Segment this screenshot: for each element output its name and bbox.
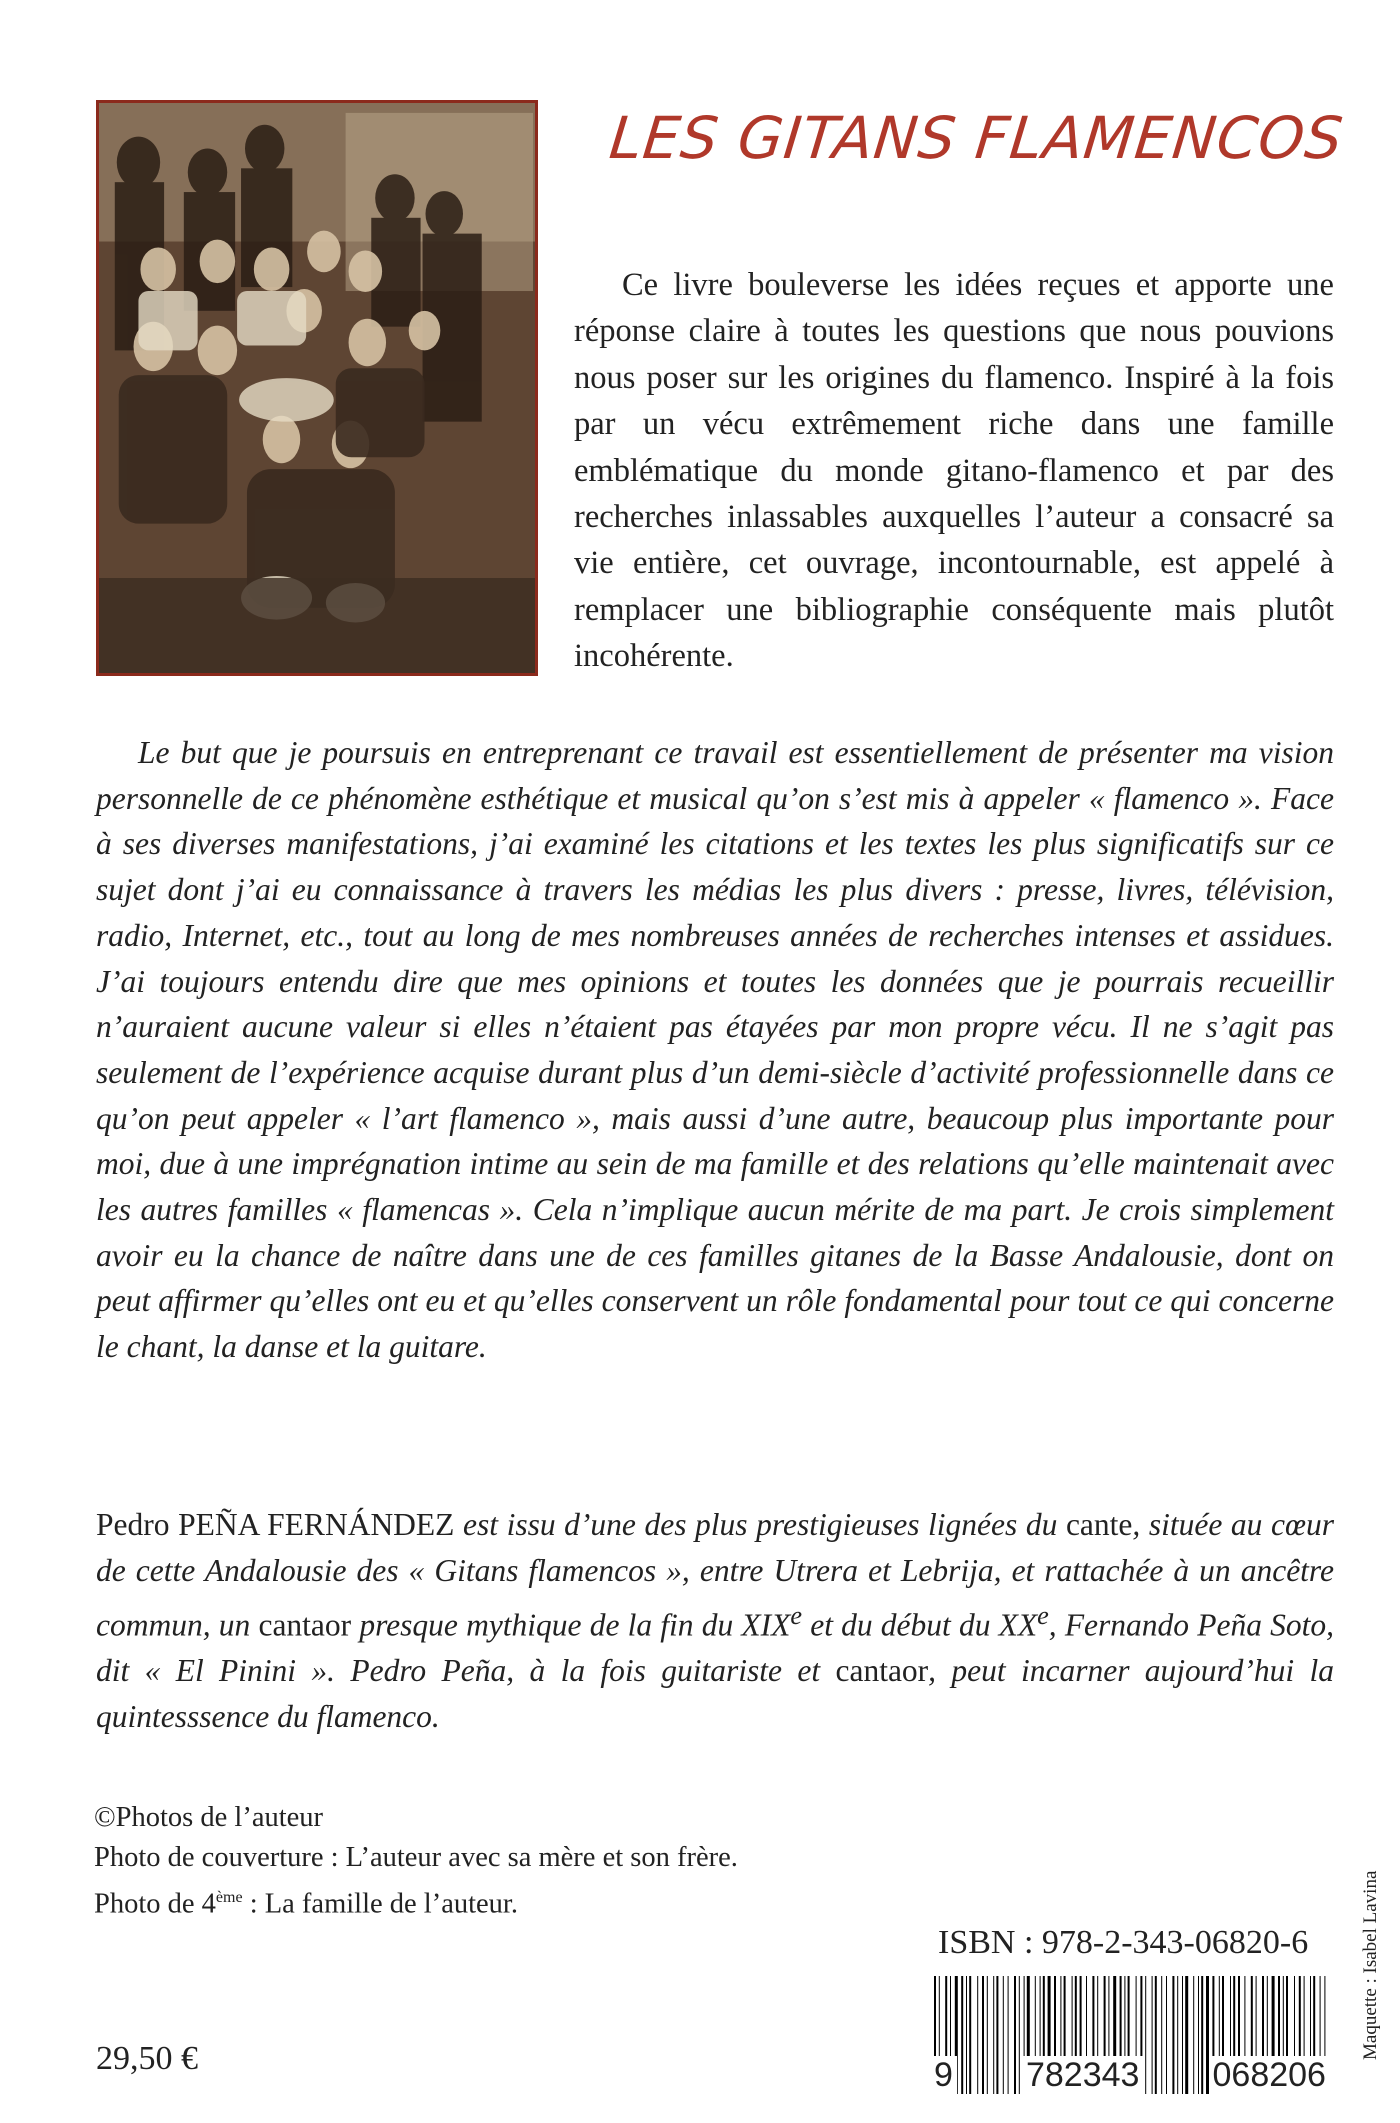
book-title: LES GITANS FLAMENCOS (606, 104, 1347, 172)
author-bio-text: , située au cœur de cette Andalousie des « Gitans flamencos », entre Utrera et Lebrija, et rattachée à un ancêtre commun, un (96, 1507, 1334, 1643)
credit-line: Photo de couverture : L’auteur avec sa mère et son frère. (94, 1842, 738, 1873)
barcode-digit-group: 782343 (1022, 2056, 1143, 2095)
barcode-digit-first: 9 (930, 2056, 957, 2095)
barcode-digits (930, 2056, 1330, 2095)
photo-credits (94, 1798, 994, 1925)
family-photo-illustration (99, 103, 535, 673)
blurb-paragraph: Ce livre bouleverse les idées reçues et apporte une réponse claire à toutes les questions que nous pouvions nous poser sur les origines du flamenco. Inspiré à la fois par un vécu extrêmement riche dans une famille emblématique du monde gitano-flamenco et par des recherches inlassables auxquelles l’auteur a consacré sa vie entière, cet ouvrage, incontournable, est appelé à remplacer une bibliographie conséquente mais plutôt incohérente. (574, 267, 1334, 675)
author-bio-text: , peut incarner aujourd’hui la quintesssence du flamenco. (96, 1653, 1334, 1734)
author-bio-text: , Fernando Peña Soto, dit « El Pinini ». Pedro Peña, à la fois guitariste et (96, 1607, 1334, 1688)
credit-line-text: Photo de 4 (94, 1888, 216, 1920)
author-bio-text: presque mythique de la fin du XIX (351, 1607, 791, 1643)
author-bio-text: est issu d’une des plus prestigieuses lignées du (454, 1507, 1066, 1542)
credit-superscript: ème (215, 1889, 243, 1906)
price: 29,50 € (96, 2040, 198, 2077)
isbn-label: ISBN : 978-2-343-06820-6 (938, 1924, 1309, 1961)
author-name: Pedro PEÑA FERNÁNDEZ (96, 1507, 455, 1542)
author-bio-word: cantaor (835, 1653, 929, 1688)
author-quote-paragraph: Le but que je poursuis en entreprenant ce travail est essentiellement de présenter ma vision personnelle de ce phénomène esthétique et musical qu’on s’est mis à appeler « flamenco ». Face à ses diverses manifestations, j’ai examiné les citations et les textes les plus significatifs sur ce sujet dont j’ai eu connaissance à travers les médias les plus divers : presse, livres, télévision, radio, Internet, etc., tout au long de mes nombreuses années de recherches intenses et assidues. J’ai toujours entendu dire que mes opinions et toutes les données que je pourrais recueillir n’auraient aucune valeur si elles n’étaient pas étayées par mon propre vécu. Il ne s’agit pas seulement de l’expérience acquise durant plus d’un demi-siècle d’activité professionnelle dans ce qu’on peut appeler « l’art flamenco », mais aussi d’une autre, beaucoup plus importante pour moi, due à une imprégnation intime au sein de ma famille et des relations qu’elle maintenait avec les autres familles « flamencas ». Cela n’implique aucun mérite de ma part. Je crois simplement avoir eu la chance de naître dans une de ces familles gitanes de la Basse Andalousie, dont on peut affirmer qu’elles ont eu et qu’elles conservent un rôle fondamental pour tout ce qui concerne le chant, la danse et la guitare. (96, 735, 1334, 1365)
author-bio-text: et du début du XX (802, 1607, 1038, 1643)
author-bio-paragraph (96, 1502, 1334, 1739)
family-photo (96, 100, 538, 676)
designer-credit: Maquette : Isabel Lavina (1360, 1870, 1381, 2060)
credit-line (94, 1878, 994, 1925)
credit-line-text: : La famille de l’auteur. (242, 1888, 518, 1920)
author-bio-word: cantaor (258, 1607, 352, 1643)
credit-line: ©Photos de l’auteur (94, 1802, 324, 1833)
barcode-digit-group: 068206 (1209, 2056, 1330, 2095)
author-bio-superscript: e (790, 1601, 803, 1630)
author-bio-superscript: e (1037, 1601, 1049, 1630)
author-bio-word: cante (1065, 1507, 1133, 1542)
